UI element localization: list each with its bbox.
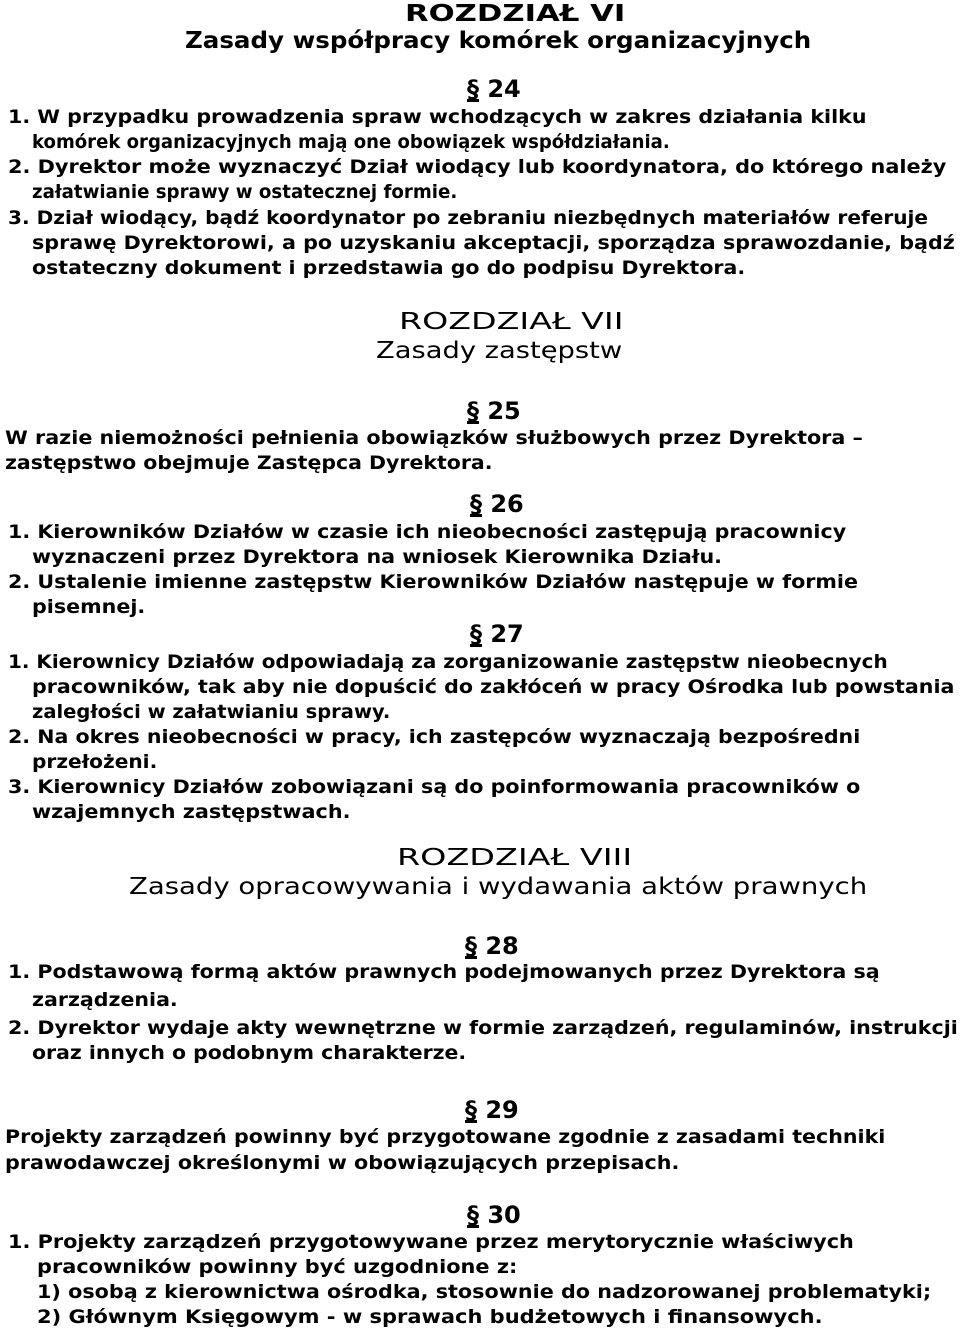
section-number: 26 <box>490 490 524 518</box>
para-25-line-1: W razie niemożności pełnienia obowiązków służbowych przez Dyrektora – <box>5 427 863 449</box>
section-number: 28 <box>485 932 519 960</box>
section-sign: § <box>467 397 479 425</box>
chapter-7-label: ROZDZIAŁ VII <box>399 309 624 335</box>
para-24-2-line-1: 2. Dyrektor może wyznaczyć Dział wiodący lub koordynatora, do którego należy <box>8 156 947 178</box>
chapter-6-title: Zasady współpracy komórek organizacyjnych <box>185 28 812 54</box>
section-26-heading <box>470 490 524 518</box>
para-27-1-line-3: zaległości w załatwianiu sprawy. <box>32 701 391 723</box>
para-26-1-line-2: wyznaczeni przez Dyrektora na wniosek Kierownika Działu. <box>32 546 723 568</box>
section-sign: § <box>470 490 482 518</box>
section-sign: § <box>467 1201 479 1229</box>
para-24-1-line-1: 1. W przypadku prowadzenia spraw wchodzących w zakres działania kilku <box>8 106 867 128</box>
chapter-8-title: Zasady opracowywania i wydawania aktów prawnych <box>129 874 868 900</box>
section-sign: § <box>465 932 477 960</box>
section-24-heading <box>467 75 521 103</box>
para-30-1-line-1: 1. Projekty zarządzeń przygotowywane przez merytorycznie właściwych <box>8 1231 854 1253</box>
chapter-6-label: ROZDZIAŁ VI <box>405 1 626 27</box>
para-28-1-line-1: 1. Podstawową formą aktów prawnych podejmowanych przez Dyrektora są <box>8 961 880 983</box>
section-number: 29 <box>485 1096 519 1124</box>
section-number: 27 <box>490 620 524 648</box>
para-25-line-2: zastępstwo obejmuje Zastępca Dyrektora. <box>5 452 493 474</box>
para-24-3-line-2: sprawę Dyrektorowi, a po uzyskaniu akceptacji, sporządza sprawozdanie, bądź <box>32 232 955 254</box>
para-27-1-line-1: 1. Kierownicy Działów odpowiadają za zorganizowanie zastępstw nieobecnych <box>8 651 888 673</box>
para-26-2-line-1: 2. Ustalenie imienne zastępstw Kierowników Działów następuje w formie <box>8 571 858 593</box>
para-29-line-1: Projekty zarządzeń powinny być przygotowane zgodnie z zasadami techniki <box>5 1126 886 1148</box>
section-29-heading <box>465 1096 519 1124</box>
para-27-3-line-1: 3. Kierownicy Działów zobowiązani są do poinformowania pracowników o <box>8 776 861 798</box>
para-30-item-1: 1) osobą z kierownictwa ośrodka, stosownie do nadzorowanej problematyki; <box>37 1281 932 1303</box>
section-sign: § <box>467 75 479 103</box>
para-28-1-line-2: zarządzenia. <box>32 989 178 1011</box>
para-27-2-line-1: 2. Na okres nieobecności w pracy, ich zastępców wyznaczają bezpośredni <box>8 726 861 748</box>
para-24-3-line-1: 3. Dział wiodący, bądź koordynator po zebraniu niezbędnych materiałów referuje <box>8 207 929 229</box>
section-30-heading <box>467 1201 521 1229</box>
chapter-8-label: ROZDZIAŁ VIII <box>397 845 633 871</box>
para-26-1-line-1: 1. Kierowników Działów w czasie ich nieobecności zastępują pracownicy <box>8 521 847 543</box>
chapter-7-title: Zasady zastępstw <box>376 338 623 364</box>
para-27-3-line-2: wzajemnych zastępstwach. <box>32 801 351 823</box>
para-27-1-line-2: pracowników, tak aby nie dopuścić do zakłóceń w pracy Ośrodka lub powstania <box>32 676 955 698</box>
para-24-2-line-2: załatwianie sprawy w ostatecznej formie. <box>32 181 458 203</box>
para-30-item-2: 2) Głównym Księgowym - w sprawach budżetowych i finansowych. <box>37 1306 823 1328</box>
para-26-2-line-2: pisemnej. <box>32 596 146 618</box>
para-27-2-line-2: przełożeni. <box>32 751 158 773</box>
para-30-1-line-2: pracowników powinny być uzgodnione z: <box>37 1256 518 1278</box>
section-number: 30 <box>487 1201 521 1229</box>
para-28-2-line-1: 2. Dyrektor wydaje akty wewnętrzne w formie zarządzeń, regulaminów, instrukcji <box>8 1017 958 1039</box>
para-24-1-line-2: komórek organizacyjnych mają one obowiązek współdziałania. <box>32 131 670 153</box>
para-29-line-2: prawodawczej określonymi w obowiązujących przepisach. <box>5 1152 680 1174</box>
section-sign: § <box>465 1096 477 1124</box>
section-28-heading <box>465 932 519 960</box>
para-24-3-line-3: ostateczny dokument i przedstawia go do podpisu Dyrektora. <box>32 257 746 279</box>
para-28-2-line-2: oraz innych o podobnym charakterze. <box>32 1042 467 1064</box>
section-number: 24 <box>487 75 521 103</box>
section-27-heading <box>470 620 524 648</box>
section-sign: § <box>470 620 482 648</box>
section-25-heading <box>467 397 521 425</box>
section-number: 25 <box>487 397 521 425</box>
